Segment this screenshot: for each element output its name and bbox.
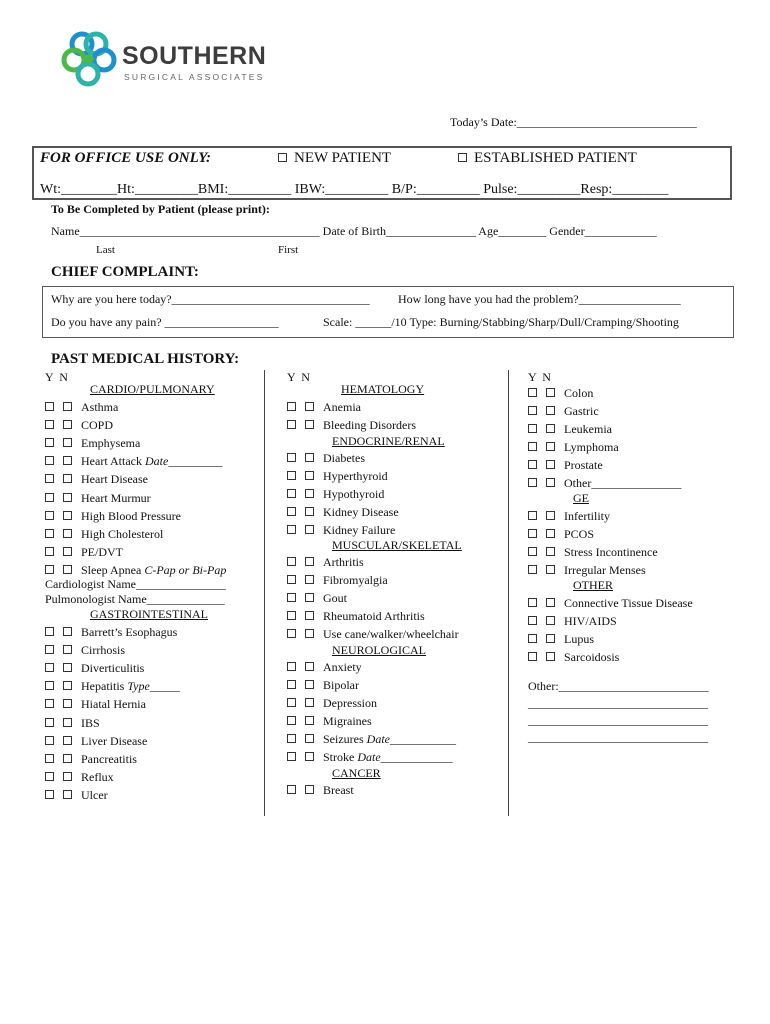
- condition-item: [287, 714, 372, 729]
- no-checkbox[interactable]: [546, 478, 555, 487]
- condition-item: [528, 509, 610, 524]
- yes-checkbox[interactable]: [528, 652, 537, 661]
- condition-item: [287, 783, 354, 798]
- yes-checkbox[interactable]: [287, 402, 296, 411]
- no-checkbox[interactable]: [63, 438, 72, 447]
- condition-item: [45, 661, 144, 676]
- condition-label: Rheumatoid Arthritis: [323, 609, 425, 623]
- yes-checkbox[interactable]: [45, 772, 54, 781]
- condition-item: [528, 458, 603, 473]
- yes-checkbox[interactable]: [528, 598, 537, 607]
- condition-label: Hyperthyroid: [323, 469, 388, 483]
- hematology-section-title: HEMATOLOGY: [341, 382, 425, 396]
- condition-label: Emphysema: [81, 436, 141, 451]
- yn-header: Y N: [287, 370, 310, 384]
- no-checkbox[interactable]: [305, 734, 314, 743]
- yes-checkbox[interactable]: [45, 493, 54, 502]
- cardio-section-title: CARDIO/PULMONARY: [90, 382, 215, 396]
- no-checkbox[interactable]: [305, 402, 314, 411]
- yes-checkbox[interactable]: [287, 575, 296, 584]
- no-checkbox[interactable]: [546, 652, 555, 661]
- condition-item: [528, 596, 693, 611]
- yes-checkbox[interactable]: [45, 718, 54, 727]
- no-checkbox[interactable]: [63, 529, 72, 538]
- condition-item: [287, 400, 361, 415]
- no-checkbox[interactable]: [63, 402, 72, 411]
- condition-item: [528, 545, 658, 560]
- no-checkbox[interactable]: [546, 406, 555, 415]
- yes-checkbox[interactable]: [287, 453, 296, 462]
- yes-checkbox[interactable]: [45, 474, 54, 483]
- condition-label: Kidney Disease: [323, 505, 399, 519]
- muscular-section-title: MUSCULAR/SKELETAL: [332, 538, 462, 552]
- condition-label: Kidney Failure: [323, 523, 396, 537]
- yes-checkbox[interactable]: [45, 736, 54, 745]
- no-checkbox[interactable]: [63, 718, 72, 727]
- cardiologist-field[interactable]: Cardiologist Name_______________: [45, 577, 226, 591]
- yes-checkbox[interactable]: [45, 511, 54, 520]
- condition-item: [287, 732, 456, 747]
- condition-label: IBS: [81, 715, 100, 730]
- condition-label: Colon: [564, 386, 594, 400]
- endocrine-section-title: ENDOCRINE/RENAL: [332, 434, 445, 448]
- condition-label: Anemia: [323, 400, 361, 414]
- no-checkbox[interactable]: [305, 420, 314, 429]
- condition-item: [45, 716, 100, 731]
- condition-label: Sarcoidosis: [564, 650, 620, 664]
- condition-item: [45, 734, 147, 749]
- condition-label: Lymphoma: [564, 440, 619, 454]
- condition-item: [287, 573, 388, 588]
- yes-checkbox[interactable]: [287, 785, 296, 794]
- yes-checkbox[interactable]: [287, 716, 296, 725]
- how-long-field[interactable]: How long have you had the problem?_________________: [398, 292, 681, 306]
- condition-item: [45, 436, 140, 451]
- yes-checkbox[interactable]: [45, 420, 54, 429]
- other-blank-line[interactable]: ______________________________: [528, 696, 708, 710]
- pmh-title: PAST MEDICAL HISTORY:: [51, 351, 240, 367]
- condition-label: PCOS: [564, 527, 595, 541]
- yes-checkbox[interactable]: [528, 511, 537, 520]
- condition-item: [45, 563, 226, 578]
- no-checkbox[interactable]: [546, 511, 555, 520]
- name-dob-line[interactable]: Name________________________________________ Date of Birth_______________ Age________ Gender____________: [51, 224, 657, 238]
- condition-item: [287, 678, 359, 693]
- yes-checkbox[interactable]: [45, 438, 54, 447]
- no-checkbox[interactable]: [305, 680, 314, 689]
- no-checkbox[interactable]: [305, 662, 314, 671]
- no-checkbox[interactable]: [305, 525, 314, 534]
- no-checkbox[interactable]: [305, 507, 314, 516]
- condition-item: [287, 469, 388, 484]
- patient-instruction: To Be Completed by Patient (please print):: [51, 202, 270, 216]
- no-checkbox[interactable]: [63, 565, 72, 574]
- yes-checkbox[interactable]: [287, 629, 296, 638]
- no-checkbox[interactable]: [63, 420, 72, 429]
- no-checkbox[interactable]: [546, 529, 555, 538]
- yes-checkbox[interactable]: [45, 627, 54, 636]
- condition-label: Breast: [323, 783, 354, 797]
- no-checkbox[interactable]: [305, 752, 314, 761]
- new-patient-checkbox[interactable]: [278, 153, 287, 162]
- condition-item: [528, 527, 594, 542]
- yes-checkbox[interactable]: [45, 565, 54, 574]
- established-patient-label: ESTABLISHED PATIENT: [474, 150, 637, 166]
- condition-label: Arthritis: [323, 555, 364, 569]
- no-checkbox[interactable]: [546, 460, 555, 469]
- condition-label: COPD: [81, 418, 114, 433]
- yes-checkbox[interactable]: [45, 699, 54, 708]
- no-checkbox[interactable]: [63, 663, 72, 672]
- why-here-field[interactable]: Why are you here today?_________________________________: [51, 292, 370, 306]
- condition-item: [45, 770, 114, 785]
- yes-checkbox[interactable]: [528, 406, 537, 415]
- condition-label: Migraines: [323, 714, 372, 728]
- condition-label: Hepatitis Type_____: [81, 679, 180, 694]
- yes-checkbox[interactable]: [45, 645, 54, 654]
- condition-label: Sleep Apnea C-Pap or Bi-Pap: [81, 562, 227, 577]
- yes-checkbox[interactable]: [45, 529, 54, 538]
- condition-label: Gastric: [564, 404, 599, 418]
- condition-item: [45, 509, 181, 524]
- yes-checkbox[interactable]: [287, 593, 296, 602]
- no-checkbox[interactable]: [63, 736, 72, 745]
- new-patient-option[interactable]: [278, 150, 391, 167]
- no-checkbox[interactable]: [546, 547, 555, 556]
- yes-checkbox[interactable]: [528, 634, 537, 643]
- condition-label: Liver Disease: [81, 733, 148, 748]
- yes-checkbox[interactable]: [287, 611, 296, 620]
- no-checkbox[interactable]: [63, 772, 72, 781]
- no-checkbox[interactable]: [63, 511, 72, 520]
- no-checkbox[interactable]: [305, 698, 314, 707]
- yes-checkbox[interactable]: [45, 402, 54, 411]
- no-checkbox[interactable]: [546, 634, 555, 643]
- condition-label: Other_______________: [564, 476, 682, 490]
- yes-checkbox[interactable]: [287, 698, 296, 707]
- yes-checkbox[interactable]: [287, 734, 296, 743]
- condition-item: [287, 591, 347, 606]
- yes-checkbox[interactable]: [528, 424, 537, 433]
- established-patient-option[interactable]: [458, 150, 637, 167]
- no-checkbox[interactable]: [546, 388, 555, 397]
- condition-label: Heart Murmur: [81, 490, 151, 505]
- condition-item: [528, 404, 599, 419]
- no-checkbox[interactable]: [63, 493, 72, 502]
- condition-item: [528, 386, 593, 401]
- office-use-label: FOR OFFICE USE ONLY:: [40, 150, 212, 166]
- yes-checkbox[interactable]: [528, 529, 537, 538]
- condition-item: [45, 418, 113, 433]
- no-checkbox[interactable]: [305, 575, 314, 584]
- condition-label: Stress Incontinence: [564, 545, 658, 559]
- condition-label: Pancreatitis: [81, 751, 137, 766]
- condition-label: Barrett’s Esophagus: [81, 625, 178, 639]
- condition-label: Use cane/walker/wheelchair: [323, 627, 459, 641]
- no-checkbox[interactable]: [546, 616, 555, 625]
- vitals-line[interactable]: Wt:________Ht:_________BMI:_________ IBW:_________ B/P:_________ Pulse:_________Resp:________: [40, 182, 669, 197]
- condition-item: [287, 609, 425, 624]
- other-conditions-field[interactable]: Other:_________________________: [528, 679, 709, 693]
- condition-item: [528, 614, 617, 629]
- condition-label: Heart Disease: [81, 472, 148, 487]
- condition-label: Lupus: [564, 632, 594, 646]
- pain-field[interactable]: Do you have any pain? ___________________: [51, 315, 279, 329]
- no-checkbox[interactable]: [305, 557, 314, 566]
- no-checkbox[interactable]: [546, 565, 555, 574]
- condition-label: HIV/AIDS: [564, 614, 617, 628]
- no-checkbox[interactable]: [63, 681, 72, 690]
- logo-mark-icon: [60, 30, 118, 90]
- logo-title: SOUTHERN: [122, 42, 267, 70]
- yes-checkbox[interactable]: [287, 557, 296, 566]
- condition-item: [287, 696, 377, 711]
- no-checkbox[interactable]: [305, 471, 314, 480]
- no-checkbox[interactable]: [63, 754, 72, 763]
- last-name-label: Last: [96, 244, 115, 256]
- yes-checkbox[interactable]: [528, 565, 537, 574]
- no-checkbox[interactable]: [63, 627, 72, 636]
- yes-checkbox[interactable]: [528, 478, 537, 487]
- yn-header: Y N: [528, 370, 551, 384]
- established-patient-checkbox[interactable]: [458, 153, 467, 162]
- no-checkbox[interactable]: [63, 456, 72, 465]
- condition-label: Reflux: [81, 769, 114, 784]
- condition-label: Gout: [323, 591, 347, 605]
- condition-item: [45, 752, 137, 767]
- condition-label: Hypothyroid: [323, 487, 385, 501]
- condition-item: [528, 422, 612, 437]
- condition-item: [45, 491, 151, 506]
- condition-item: [45, 545, 123, 560]
- pulmonologist-field[interactable]: Pulmonologist Name_____________: [45, 592, 225, 606]
- cancer-section-title: CANCER: [332, 766, 381, 780]
- condition-label: Leukemia: [564, 422, 612, 436]
- yes-checkbox[interactable]: [45, 547, 54, 556]
- condition-label: Ulcer: [81, 787, 108, 802]
- condition-label: Connective Tissue Disease: [564, 596, 693, 610]
- condition-label: High Blood Pressure: [81, 508, 181, 523]
- no-checkbox[interactable]: [305, 453, 314, 462]
- condition-label: Asthma: [81, 400, 119, 414]
- no-checkbox[interactable]: [63, 547, 72, 556]
- condition-item: [287, 451, 365, 466]
- yes-checkbox[interactable]: [528, 460, 537, 469]
- condition-item: [287, 505, 399, 520]
- condition-item: [45, 454, 222, 469]
- condition-item: [287, 660, 362, 675]
- condition-item: [287, 418, 416, 433]
- no-checkbox[interactable]: [305, 611, 314, 620]
- yes-checkbox[interactable]: [287, 680, 296, 689]
- condition-item: [45, 643, 125, 658]
- condition-item: [45, 527, 163, 542]
- new-patient-label: NEW PATIENT: [294, 150, 392, 166]
- logo: [60, 30, 267, 92]
- condition-item: [45, 788, 108, 803]
- no-checkbox[interactable]: [305, 593, 314, 602]
- condition-label: Irregular Menses: [564, 563, 646, 577]
- condition-item: [528, 476, 681, 491]
- no-checkbox[interactable]: [63, 790, 72, 799]
- yes-checkbox[interactable]: [45, 456, 54, 465]
- chief-complaint-title: CHIEF COMPLAINT:: [51, 264, 199, 280]
- condition-label: Cirrhosis: [81, 643, 126, 658]
- yes-checkbox[interactable]: [528, 442, 537, 451]
- condition-item: [287, 487, 384, 502]
- yes-checkbox[interactable]: [287, 752, 296, 761]
- condition-label: High Cholesterol: [81, 526, 164, 541]
- no-checkbox[interactable]: [546, 424, 555, 433]
- no-checkbox[interactable]: [63, 699, 72, 708]
- condition-label: Depression: [323, 696, 377, 710]
- yes-checkbox[interactable]: [45, 681, 54, 690]
- condition-item: [45, 679, 180, 694]
- yes-checkbox[interactable]: [287, 507, 296, 516]
- yn-header: Y N: [45, 370, 68, 384]
- yes-checkbox[interactable]: [528, 616, 537, 625]
- no-checkbox[interactable]: [546, 442, 555, 451]
- condition-label: Stroke Date____________: [323, 750, 453, 764]
- no-checkbox[interactable]: [546, 598, 555, 607]
- column-divider: [508, 370, 509, 816]
- first-name-label: First: [278, 244, 299, 256]
- yes-checkbox[interactable]: [287, 662, 296, 671]
- pain-scale-field[interactable]: Scale: ______/10 Type: Burning/Stabbing/Sharp/Dull/Cramping/Shooting: [323, 315, 679, 329]
- no-checkbox[interactable]: [63, 645, 72, 654]
- condition-item: [287, 750, 453, 765]
- logo-subtitle: SURGICAL ASSOCIATES: [124, 72, 265, 82]
- other-blank-line[interactable]: ______________________________: [528, 730, 708, 744]
- condition-label: Diverticulitis: [81, 661, 145, 676]
- yes-checkbox[interactable]: [45, 790, 54, 799]
- other-section-title: OTHER: [573, 578, 613, 592]
- condition-label: PE/DVT: [81, 544, 123, 559]
- other-blank-line[interactable]: ______________________________: [528, 713, 708, 727]
- todays-date-field[interactable]: Today’s Date:______________________________: [450, 115, 697, 129]
- condition-label: Prostate: [564, 458, 603, 472]
- yes-checkbox[interactable]: [287, 489, 296, 498]
- condition-label: Hiatal Hernia: [81, 697, 146, 712]
- no-checkbox[interactable]: [63, 474, 72, 483]
- no-checkbox[interactable]: [305, 629, 314, 638]
- condition-label: Diabetes: [323, 451, 365, 465]
- no-checkbox[interactable]: [305, 489, 314, 498]
- condition-label: Bipolar: [323, 678, 359, 692]
- column-divider: [264, 370, 265, 816]
- condition-item: [528, 632, 594, 647]
- yes-checkbox[interactable]: [287, 420, 296, 429]
- yes-checkbox[interactable]: [287, 471, 296, 480]
- no-checkbox[interactable]: [305, 785, 314, 794]
- condition-label: Anxiety: [323, 660, 362, 674]
- condition-label: Infertility: [564, 509, 610, 523]
- yes-checkbox[interactable]: [45, 754, 54, 763]
- condition-label: Heart Attack Date_________: [81, 454, 223, 469]
- condition-item: [45, 625, 177, 640]
- condition-item: [287, 555, 364, 570]
- neurological-section-title: NEUROLOGICAL: [332, 643, 426, 657]
- yes-checkbox[interactable]: [45, 663, 54, 672]
- condition-label: Bleeding Disorders: [323, 418, 416, 432]
- condition-label: Seizures Date___________: [323, 732, 456, 746]
- condition-item: [528, 563, 646, 578]
- condition-item: [45, 697, 146, 712]
- yes-checkbox[interactable]: [528, 388, 537, 397]
- yes-checkbox[interactable]: [287, 525, 296, 534]
- condition-label: Fibromyalgia: [323, 573, 388, 587]
- no-checkbox[interactable]: [305, 716, 314, 725]
- ge-section-title: GE: [573, 491, 589, 505]
- condition-item: [528, 650, 619, 665]
- condition-item: [45, 472, 148, 487]
- condition-item: [287, 523, 395, 538]
- yes-checkbox[interactable]: [528, 547, 537, 556]
- gi-section-title: GASTROINTESTINAL: [90, 607, 208, 621]
- condition-item: [45, 400, 118, 415]
- condition-item: [528, 440, 619, 455]
- condition-item: [287, 627, 459, 642]
